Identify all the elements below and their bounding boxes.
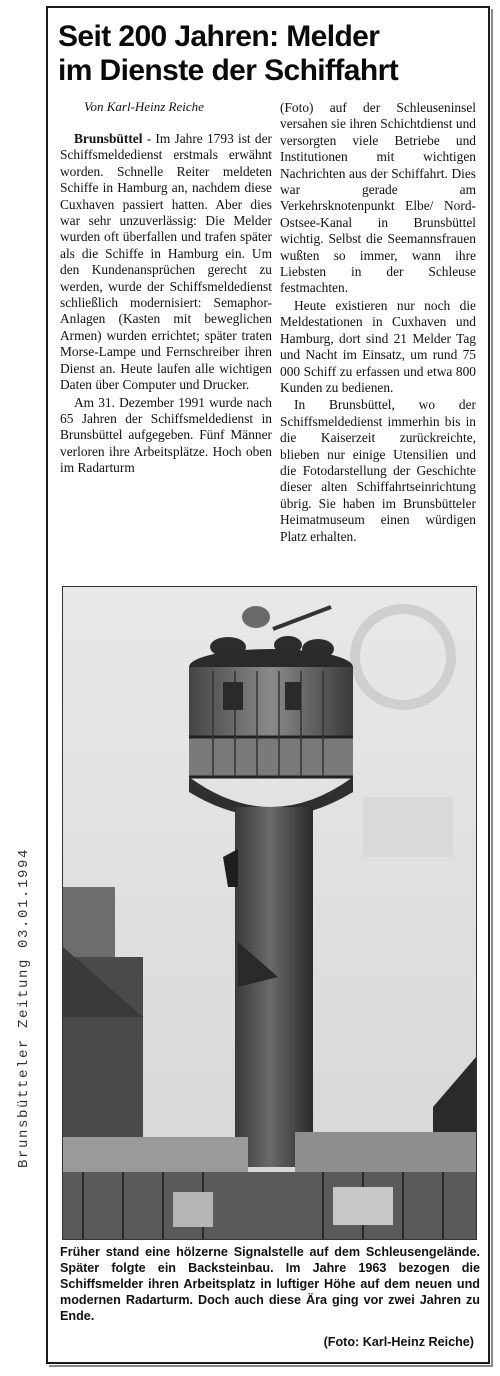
photo-caption: Früher stand eine hölzerne Signalstelle auf dem Schleusengelände. Später folgte ein Backsteinbau. Im Jahre 1963 bezogen die Schiffsmelder ihren Arbeitsplatz in luftiger Höhe auf dem neuen und modernen Radarturm. Doch auch diese Ära ging vor zwei Jahren zu Ende. [60, 1245, 480, 1323]
paragraph [60, 131, 272, 394]
paragraph: In Brunsbüttel, wo der Schiffsmeldedienst immerhin bis in die Kaiserzeit zurückreichte, blieben nur einige Utensilien und die Fotodarstellung der Geschichte dieser alten Schiffahrtseinrichtung übrig. Sie haben im Brunsbütteler Heimatmuseum einen würdigen Platz erhalten. [280, 397, 476, 544]
paragraph: Heute existieren nur noch die Meldestationen in Cuxhaven und Hamburg, dort sind 21 Melder Tag und Nacht im Einsatz, um rund 75 000 Schiff zu erfassen und etwa 800 Kunden zu bedienen. [280, 297, 476, 395]
archive-stamp: Brunsbütteler Zeitung 03.01.1994 [16, 847, 32, 1168]
byline: Von Karl-Heinz Reiche [84, 99, 204, 114]
article-headline [58, 20, 478, 88]
dateline-place: Brunsbüttel [74, 131, 143, 146]
photo-credit: (Foto: Karl-Heinz Reiche) [323, 1335, 474, 1349]
radar-tower-image [63, 587, 476, 1239]
radar-tower-photo [62, 586, 477, 1240]
paragraph-text: - Im Jahre 1793 ist der Schiffsmeldedienst erstmals erwähnt worden. Schnelle Reiter meldeten Schiffe in Hamburg an, nachdem diese Cuxhaven passiert hatten. Aber dies war sehr unzuverlässig: Die Melder wurden oft überfallen und trafen später als die Schiffe in Hamburg ein. Um den Kundenansprüchen gerecht zu werden, wurde der Schiffsmeldedienst schließlich modernisiert: Semaphor-Anlagen (Kasten mit beweglichen Armen) wurden errichtet; später traten Morse-Lampe und Fernschreiber ihren Dienst an. Heute laufen alle wichtigen Daten über Computer und Drucker. [60, 131, 272, 393]
article-column-1 [60, 131, 272, 477]
headline-line-2: im Dienste der Schiffahrt [58, 54, 399, 87]
paragraph: (Foto) auf der Schleuseninsel versahen sie ihren Schichtdienst und versorgten viele Betriebe und Institutionen mit wichtigen Nachrichten aus der Schiffahrt. Dies war gerade am Verkehrsknotenpunkt Elbe/ Nord-Ostsee-Kanal in Brunsbüttel wichtig. Selbst die Seemannsfrauen wußten so immer, wann ihre Liebsten in der Schleuse festmachten. [280, 100, 476, 296]
article-column-2 [280, 100, 476, 545]
headline-line-1: Seit 200 Jahren: Melder [58, 20, 380, 53]
paragraph: Am 31. Dezember 1991 wurde nach 65 Jahren der Schiffsmeldedienst in Brunsbüttel aufgegeben. Fünf Männer verloren ihre Arbeitsplätze. Hoch oben im Radarturm [60, 394, 272, 476]
